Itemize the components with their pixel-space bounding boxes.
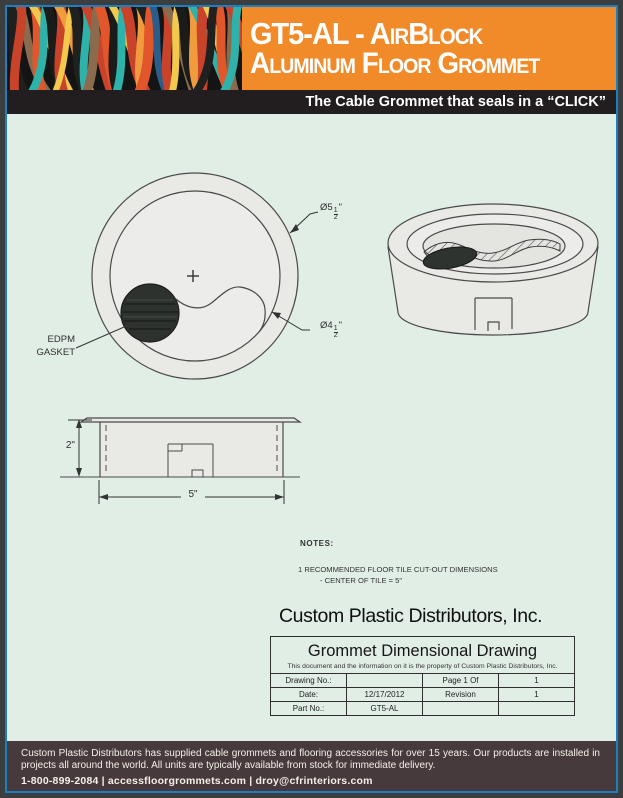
revision-value: 1: [499, 688, 575, 702]
notes-item: 1 RECOMMENDED FLOOR TILE CUT-OUT DIMENSIONS: [298, 565, 498, 574]
empty-cell: [499, 702, 575, 716]
product-title-block: [242, 7, 616, 90]
drawing-no-label: Drawing No.:: [271, 674, 347, 688]
footer-about-text: Custom Plastic Distributors has supplied cable grommets and flooring accessories for over 15 years. Our products are installed in projects all around the world. All units are typically available from stock for immediate delivery.: [21, 748, 600, 771]
footer: [7, 741, 616, 791]
tagline-bar: The Cable Grommet that seals in a “CLICK”: [7, 90, 616, 114]
drawing-area: [7, 114, 616, 741]
drawing-title: Grommet Dimensional Drawing: [307, 641, 538, 660]
product-title-line2: Aluminum Floor Grommet: [250, 47, 540, 80]
width-dimension-label: 5": [181, 489, 205, 500]
height-dimension-label: 2": [65, 440, 75, 451]
inner-diameter-label: Ø4 $\frac{1}{2}$ ": [320, 320, 342, 339]
titleblock-table: [270, 636, 575, 716]
empty-cell: [423, 702, 499, 716]
date-label: Date:: [271, 688, 347, 702]
product-title-line1: GT5-AL - AirBlock: [250, 16, 483, 51]
footer-contact-line: 1-800-899-2084 | accessfloorgrommets.com | droy@cfrinteriors.com: [21, 775, 373, 787]
page-frame: [5, 5, 618, 793]
part-no-label: Part No.:: [271, 702, 347, 716]
header: [7, 7, 616, 90]
company-name: Custom Plastic Distributors, Inc.: [279, 605, 543, 627]
side-view: [60, 418, 300, 504]
isometric-view: [388, 204, 598, 335]
notes-item-sub: - CENTER OF TILE = 5": [320, 576, 403, 585]
top-view: [76, 173, 318, 379]
drawing-disclaimer: This document and the information on it is the property of Custom Plastic Distributors, Inc.: [287, 662, 558, 670]
titleblock-header-cell: [271, 637, 575, 674]
page-value: 1: [499, 674, 575, 688]
revision-label: Revision: [423, 688, 499, 702]
drawing-no-value: [347, 674, 423, 688]
page-label: Page 1 Of: [423, 674, 499, 688]
date-value: 12/17/2012: [347, 688, 423, 702]
outer-diameter-label: Ø5 $\frac{1}{2}$ ": [320, 202, 342, 221]
notes-heading: NOTES:: [300, 539, 334, 548]
part-no-value: GT5-AL: [347, 702, 423, 716]
gasket-shape: [121, 284, 179, 342]
cables-photo: [7, 7, 242, 90]
gasket-label: EDPM GASKET: [36, 334, 75, 358]
